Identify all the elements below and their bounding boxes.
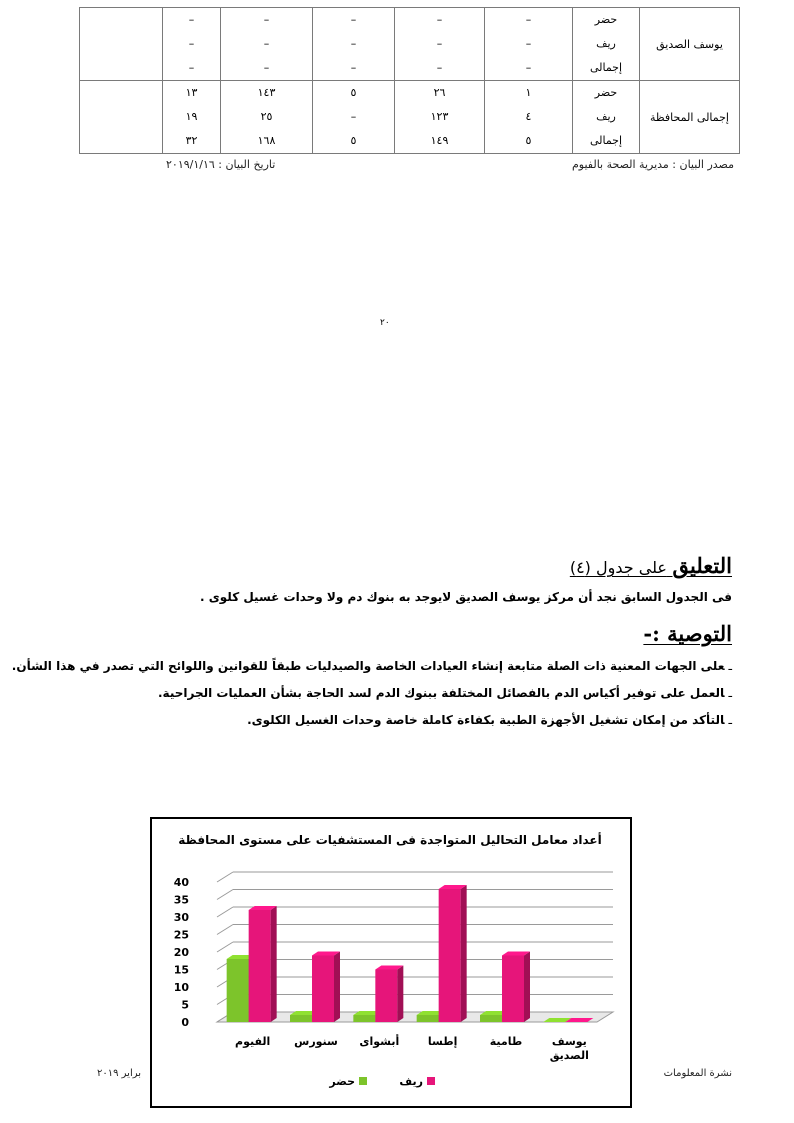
- x-tick-label: الفيوم: [235, 1035, 271, 1048]
- type-cell: حضر ريف إجمالى: [573, 8, 640, 81]
- bar-side: [461, 885, 467, 1022]
- bar-ريف-الفيوم: [249, 910, 271, 1022]
- bar-حضر-سنورس: [290, 1015, 312, 1022]
- table-cell: – – –: [313, 8, 395, 81]
- bullet-dash-icon: ـ: [728, 686, 732, 700]
- chart-title: أعداد معامل التحاليل المتواجدة فى المستشفيات على مستوى المحافظة: [178, 833, 602, 847]
- table-cell: ١٤٣ ٢٥ ١٦٨: [221, 81, 313, 154]
- type-cell: حضر ريف إجمالى: [573, 81, 640, 154]
- x-tick-label: إطسا: [427, 1035, 458, 1048]
- recommendation-title: التوصية :-: [643, 621, 732, 646]
- legend-label: ريف: [399, 1075, 423, 1088]
- bar-side: [524, 952, 530, 1023]
- table-row: [80, 81, 740, 154]
- gridline-depth: [217, 942, 233, 952]
- region-cell: يوسف الصديق: [640, 8, 740, 81]
- x-tick-label: سنورس: [294, 1035, 338, 1048]
- chart-container: [150, 817, 632, 1108]
- data-date: تاريخ البيان : ٢٠١٩/١/١٦: [166, 158, 276, 171]
- table-cell: ١ ٤ ٥: [485, 81, 573, 154]
- table-cell: – – –: [163, 8, 221, 81]
- table-cell: ١٣ ١٩ ٣٢: [163, 81, 221, 154]
- table-row: [80, 8, 740, 81]
- bullet-dash-icon: ـ: [728, 659, 732, 673]
- commentary-title-bold: التعليق: [672, 553, 732, 578]
- data-source: مصدر البيان : مديرية الصحة بالفيوم: [571, 158, 734, 171]
- table-cell: – – –: [395, 8, 485, 81]
- bar-ريف-سنورس: [312, 956, 334, 1023]
- bar-side: [334, 952, 340, 1023]
- bar-حضر-الفيوم: [227, 959, 249, 1022]
- legend-swatch-حضر: [359, 1077, 367, 1085]
- gridline-depth: [217, 907, 233, 917]
- recommendation-item: ـعلى الجهات المعنية ذات الصلة متابعة إنشاء العيادات الخاصة والصيدليات طبقاً للقوانين واللوائح التي تصدر في هذا الشأن.: [11, 659, 732, 673]
- bar-ريف-إطسا: [439, 889, 461, 1022]
- legend-swatch-ريف: [427, 1077, 435, 1085]
- x-tick-label: الصديق: [549, 1049, 589, 1062]
- bar-حضر-إطسا: [417, 1015, 439, 1022]
- gridline-depth: [217, 890, 233, 900]
- statistics-table: [79, 7, 740, 154]
- legend-label: حضر: [329, 1075, 355, 1088]
- table-cell: – – –: [485, 8, 573, 81]
- bar-side: [271, 906, 277, 1022]
- table-cell: [80, 8, 163, 81]
- table-cell: ٥ – ٥: [313, 81, 395, 154]
- bar-ريف-طامية: [502, 956, 524, 1023]
- y-tick-label: 35: [173, 893, 189, 907]
- y-tick-label: 40: [173, 876, 189, 889]
- bar-side: [397, 966, 403, 1023]
- y-tick-label: 5: [181, 998, 189, 1012]
- gridline-depth: [217, 872, 233, 882]
- x-tick-label: أبشواى: [359, 1035, 400, 1048]
- x-tick-label: طامية: [489, 1035, 523, 1048]
- y-tick-label: 10: [173, 981, 189, 994]
- bar-حضر-أبشواى: [353, 1015, 375, 1022]
- recommendation-item: ـالعمل على توفير أكياس الدم بالفصائل المختلفة ببنوك الدم لسد الحاجة بشأن العمليات الجراحية.: [158, 686, 732, 700]
- footer-publication: نشرة المعلومات: [663, 1068, 732, 1079]
- y-tick-label: 0: [181, 1016, 189, 1029]
- y-tick-label: 30: [173, 911, 189, 924]
- y-tick-label: 15: [173, 963, 189, 977]
- bar-chart: [152, 819, 630, 1106]
- bar-ريف-أبشواى: [375, 970, 397, 1023]
- table-cell: – – –: [221, 8, 313, 81]
- y-tick-label: 20: [173, 946, 189, 959]
- footer-date: براير ٢٠١٩: [97, 1068, 142, 1079]
- commentary-body: فى الجدول السابق نجد أن مركز يوسف الصديق لايوجد به بنوك دم ولا وحدات غسيل كلوى .: [200, 590, 732, 604]
- region-cell: إجمالى المحافظة: [640, 81, 740, 154]
- x-tick-label: يوسف: [551, 1035, 587, 1048]
- table-cell: ٢٦ ١٢٣ ١٤٩: [395, 81, 485, 154]
- bar-حضر-طامية: [480, 1015, 502, 1022]
- commentary-title: [570, 553, 732, 578]
- commentary-title-rest: على جدول (٤): [569, 558, 667, 577]
- recommendation-item: ـالتأكد من إمكان تشغيل الأجهزة الطبية بكفاءة كاملة خاصة وحدات الغسيل الكلوى.: [247, 713, 732, 727]
- table-cell: [80, 81, 163, 154]
- gridline-depth: [217, 925, 233, 935]
- bullet-dash-icon: ـ: [728, 713, 732, 727]
- y-tick-label: 25: [173, 928, 189, 942]
- page-number: ٢٠: [380, 318, 390, 328]
